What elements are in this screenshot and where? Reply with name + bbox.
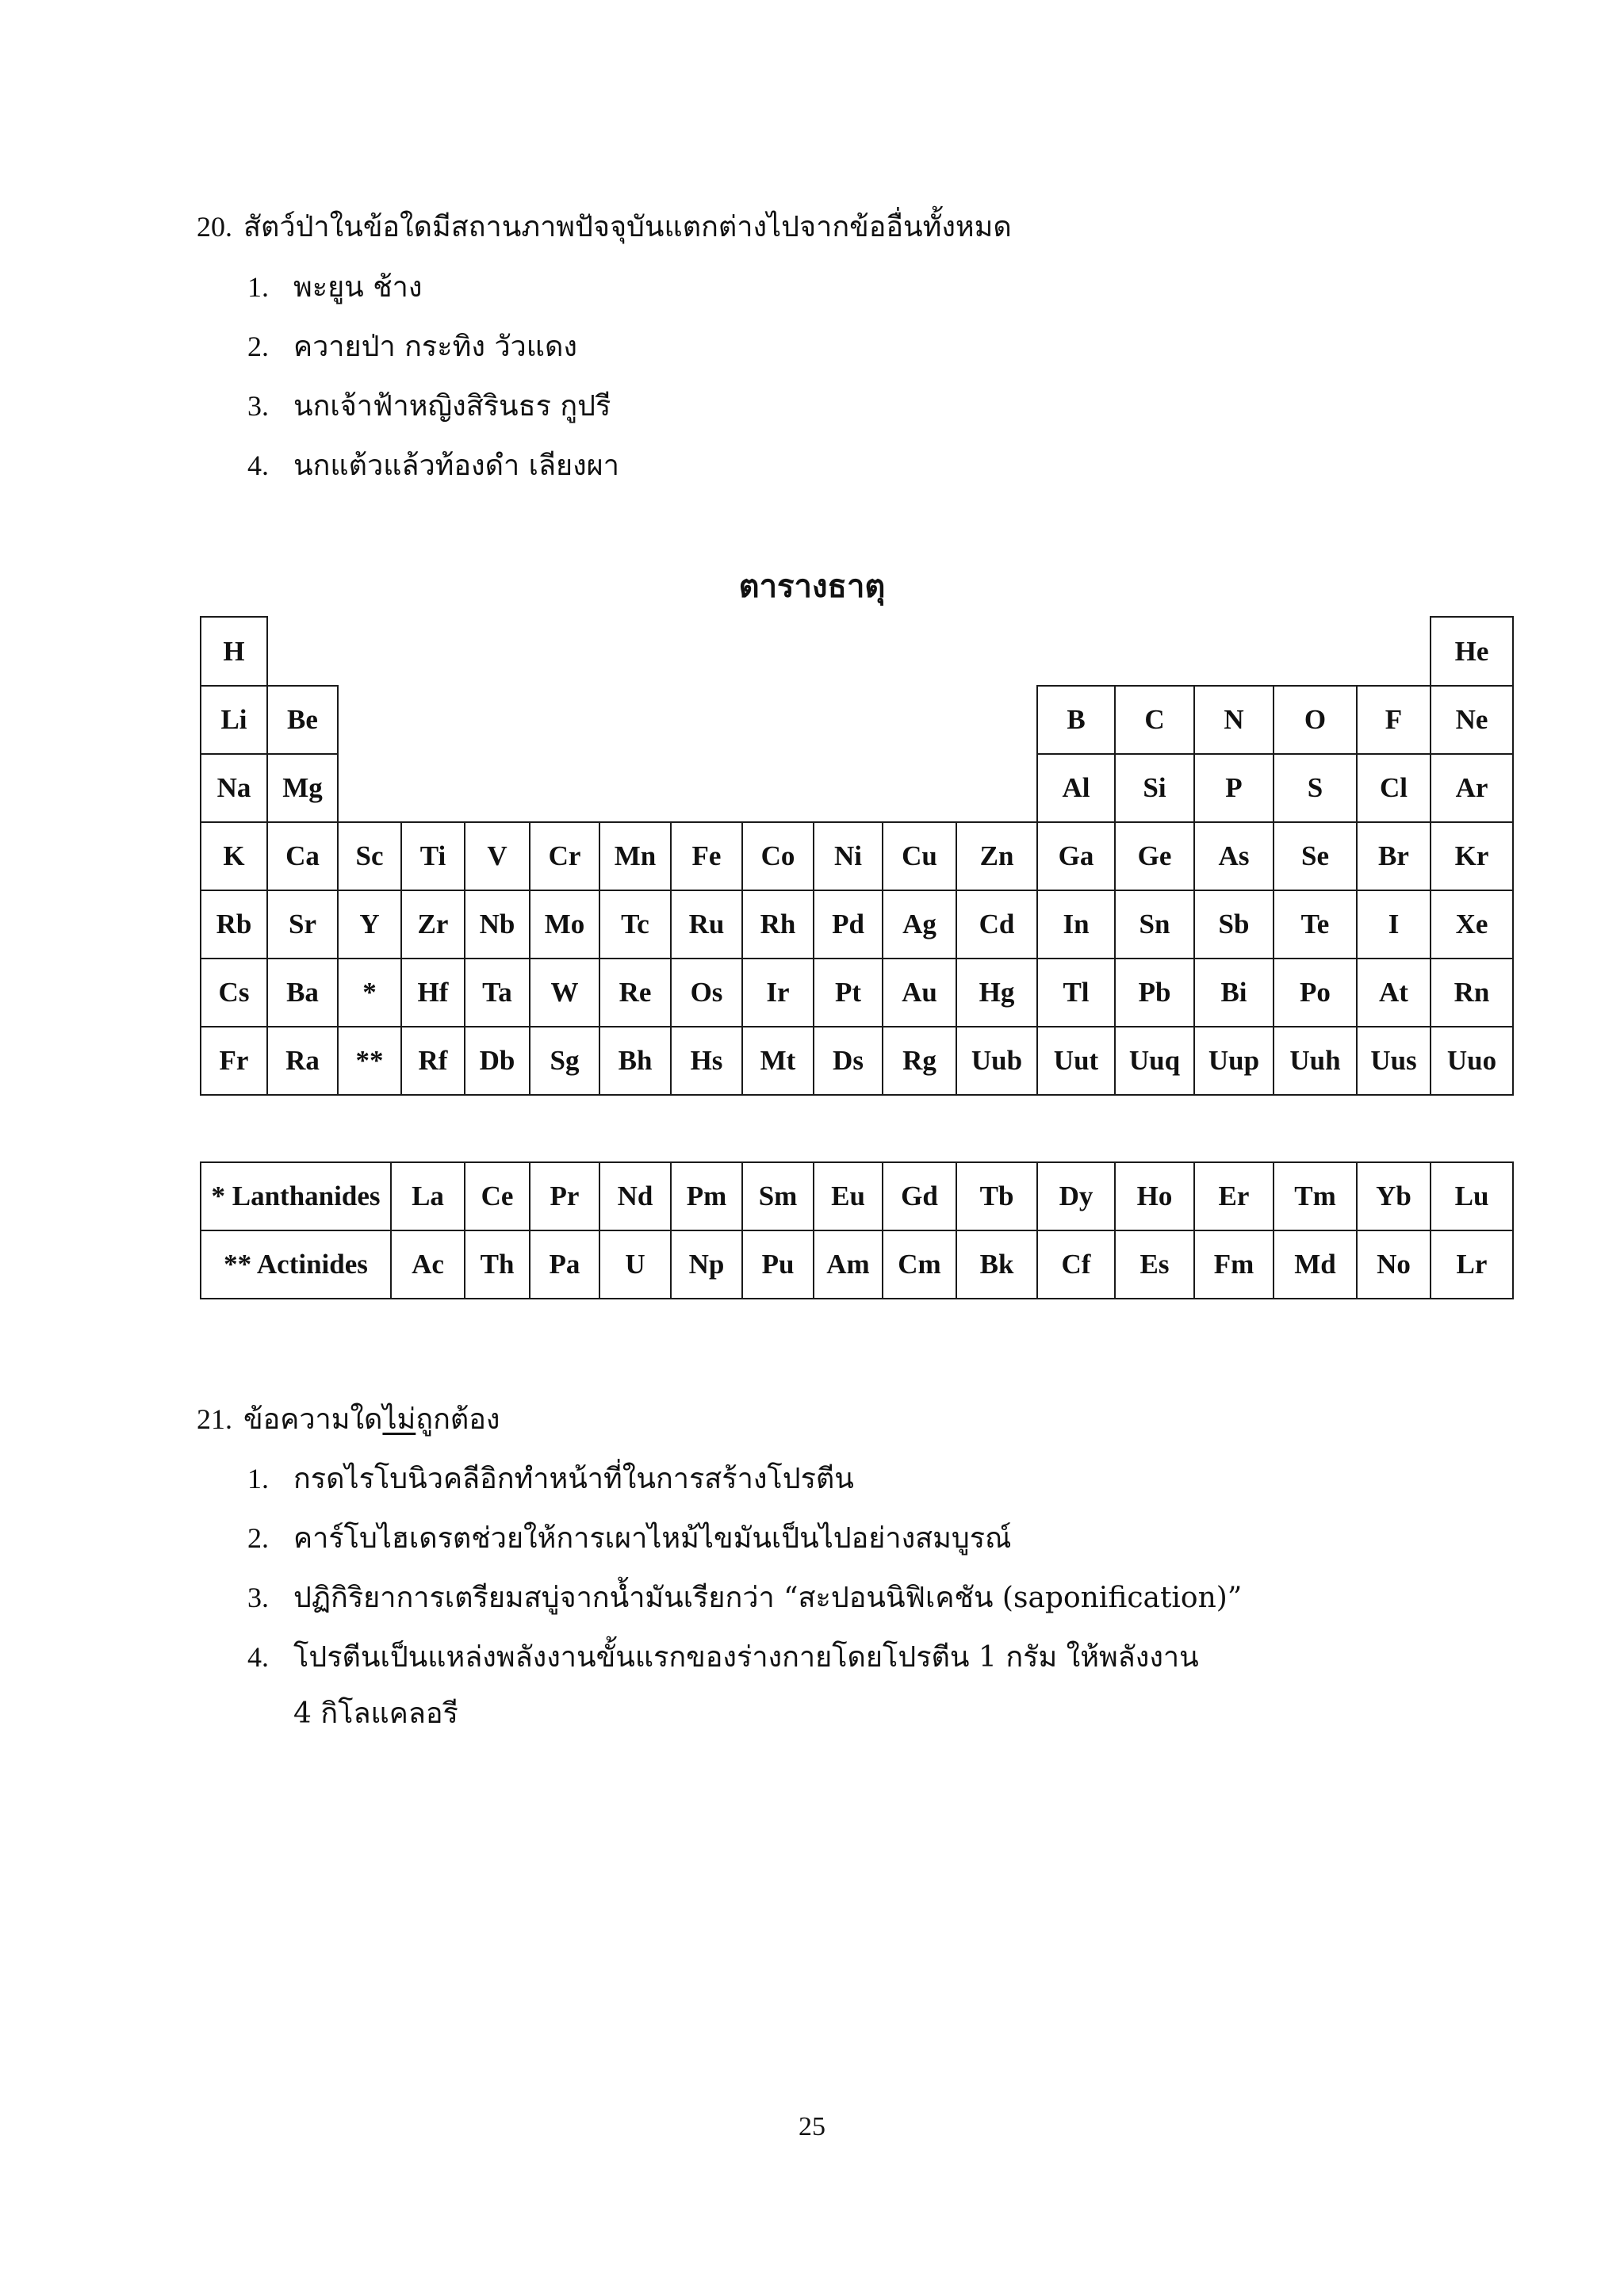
element-cell: Cf: [1036, 1230, 1116, 1299]
element-cell: Er: [1193, 1161, 1274, 1231]
element-cell: Tc: [599, 890, 672, 959]
element-cell: C: [1114, 685, 1195, 755]
element-cell: Sm: [741, 1161, 814, 1231]
element-cell: Pd: [813, 890, 883, 959]
element-cell: Cd: [956, 890, 1038, 959]
element-cell: Ge: [1114, 821, 1195, 891]
element-cell: P: [1193, 753, 1274, 823]
option-number: 3.: [247, 390, 269, 422]
q20-option-3: [247, 388, 611, 424]
element-cell: Bk: [956, 1230, 1038, 1299]
q21-option-3: [247, 1580, 1242, 1616]
element-cell: Br: [1356, 821, 1431, 891]
element-cell: Pb: [1114, 958, 1195, 1027]
element-cell: Fm: [1193, 1230, 1274, 1299]
element-cell: Os: [670, 958, 743, 1027]
element-cell: Au: [882, 958, 957, 1027]
element-cell: Cu: [882, 821, 957, 891]
question-21-stem: [197, 1402, 500, 1437]
element-cell: Np: [670, 1230, 743, 1299]
element-cell: In: [1036, 890, 1116, 959]
element-cell: Hg: [956, 958, 1038, 1027]
element-cell: Ni: [813, 821, 883, 891]
option-number: 4.: [247, 1641, 269, 1673]
q20-option-1: [247, 270, 422, 305]
element-cell: Te: [1273, 890, 1358, 959]
element-cell: Ar: [1430, 753, 1514, 823]
question-text: สัตว์ป่าในข้อใดมีสถานภาพปัจจุบันแตกต่างไปจากข้ออื่นทั้งหมด: [243, 211, 1012, 243]
element-cell: Pu: [741, 1230, 814, 1299]
element-cell: Ru: [670, 890, 743, 959]
element-cell: Mo: [529, 890, 600, 959]
element-cell: Cs: [200, 958, 268, 1027]
element-cell: Md: [1273, 1230, 1358, 1299]
option-number: 2.: [247, 1522, 269, 1554]
element-cell: O: [1273, 685, 1358, 755]
element-cell: Tm: [1273, 1161, 1358, 1231]
element-cell: Po: [1273, 958, 1358, 1027]
element-cell: Uup: [1193, 1026, 1274, 1096]
element-cell: Gd: [882, 1161, 957, 1231]
element-cell: Pm: [670, 1161, 743, 1231]
element-cell: S: [1273, 753, 1358, 823]
element-cell: Bi: [1193, 958, 1274, 1027]
element-cell: Ac: [390, 1230, 465, 1299]
f-block-label: * Lanthanides: [200, 1161, 392, 1231]
element-cell: Dy: [1036, 1161, 1116, 1231]
element-cell: Bh: [599, 1026, 672, 1096]
element-cell: Am: [813, 1230, 883, 1299]
f-block-label: ** Actinides: [200, 1230, 392, 1299]
element-cell: K: [200, 821, 268, 891]
option-text: โปรตีนเป็นแหล่งพลังงานขั้นแรกของร่างกายโดยโปรตีน 1 กรัม ให้พลังงาน: [293, 1641, 1199, 1674]
element-cell: Sg: [529, 1026, 600, 1096]
element-cell: Uut: [1036, 1026, 1116, 1096]
element-cell: Hs: [670, 1026, 743, 1096]
question-number: 21.: [197, 1403, 232, 1435]
element-cell: Pt: [813, 958, 883, 1027]
element-cell: F: [1356, 685, 1431, 755]
option-text: นกเจ้าฟ้าหญิงสิรินธร กูปรี: [293, 390, 611, 423]
element-cell: Nd: [599, 1161, 672, 1231]
element-cell: Uus: [1356, 1026, 1431, 1096]
q20-option-4: [247, 448, 619, 484]
element-cell: Pr: [529, 1161, 600, 1231]
element-cell: V: [464, 821, 530, 891]
element-cell: *: [337, 958, 402, 1027]
element-cell: Th: [464, 1230, 530, 1299]
element-cell: Db: [464, 1026, 530, 1096]
element-cell: Kr: [1430, 821, 1514, 891]
element-cell: U: [599, 1230, 672, 1299]
element-cell: Hf: [400, 958, 465, 1027]
option-text: ปฏิกิริยาการเตรียมสบู่จากน้ำมันเรียกว่า “สะปอนนิฟิเคชัน (saponification)”: [293, 1582, 1243, 1614]
element-cell: Cl: [1356, 753, 1431, 823]
element-cell: Fr: [200, 1026, 268, 1096]
element-cell: La: [390, 1161, 465, 1231]
element-cell: Ds: [813, 1026, 883, 1096]
element-cell: **: [337, 1026, 402, 1096]
element-cell: Xe: [1430, 890, 1514, 959]
element-cell: Yb: [1356, 1161, 1431, 1231]
element-cell: Mg: [266, 753, 339, 823]
element-cell: Tb: [956, 1161, 1038, 1231]
element-cell: W: [529, 958, 600, 1027]
page-number: 25: [799, 2112, 825, 2141]
element-cell: No: [1356, 1230, 1431, 1299]
element-cell: Uuh: [1273, 1026, 1358, 1096]
element-cell: Li: [200, 685, 268, 755]
element-cell: Cm: [882, 1230, 957, 1299]
element-cell: H: [200, 616, 268, 687]
element-cell: Si: [1114, 753, 1195, 823]
element-cell: Zn: [956, 821, 1038, 891]
element-cell: Na: [200, 753, 268, 823]
option-text: นกแต้วแล้วท้องดำ เลียงผา: [293, 450, 619, 482]
option-number: 1.: [247, 1463, 269, 1494]
element-cell: Uub: [956, 1026, 1038, 1096]
element-cell: As: [1193, 821, 1274, 891]
element-cell: Al: [1036, 753, 1116, 823]
option-number: 4.: [247, 450, 269, 481]
element-cell: Uuo: [1430, 1026, 1514, 1096]
periodic-table-title: ตารางธาตุ: [738, 568, 886, 605]
option-number: 3.: [247, 1582, 269, 1613]
element-cell: B: [1036, 685, 1116, 755]
element-cell: Rb: [200, 890, 268, 959]
element-cell: Lu: [1430, 1161, 1514, 1231]
q21-option-1: [247, 1461, 854, 1497]
option-text: กรดไรโบนิวคลีอิกทำหน้าที่ในการสร้างโปรตีน: [293, 1463, 854, 1495]
element-cell: At: [1356, 958, 1431, 1027]
element-cell: Ta: [464, 958, 530, 1027]
q20-option-2: [247, 329, 577, 365]
element-cell: Mn: [599, 821, 672, 891]
element-cell: Ne: [1430, 685, 1514, 755]
element-cell: Sc: [337, 821, 402, 891]
element-cell: I: [1356, 890, 1431, 959]
question-text-underlined: ไม่: [382, 1403, 416, 1436]
element-cell: Be: [266, 685, 339, 755]
element-cell: Re: [599, 958, 672, 1027]
element-cell: Ga: [1036, 821, 1116, 891]
option-text: ควายป่า กระทิง วัวแดง: [293, 331, 577, 363]
element-cell: Nb: [464, 890, 530, 959]
element-cell: Sb: [1193, 890, 1274, 959]
element-cell: Mt: [741, 1026, 814, 1096]
element-cell: He: [1430, 616, 1514, 687]
option-text: คาร์โบไฮเดรตช่วยให้การเผาไหม้ไขมันเป็นไปอย่างสมบูรณ์: [293, 1522, 1012, 1555]
element-cell: Ti: [400, 821, 465, 891]
element-cell: Sr: [266, 890, 339, 959]
element-cell: Co: [741, 821, 814, 891]
option-number: 1.: [247, 271, 269, 303]
element-cell: Lr: [1430, 1230, 1514, 1299]
element-cell: Fe: [670, 821, 743, 891]
element-cell: Ca: [266, 821, 339, 891]
element-cell: Ho: [1114, 1161, 1195, 1231]
option-text: พะยูน ช้าง: [293, 271, 423, 304]
element-cell: Eu: [813, 1161, 883, 1231]
question-text-start: ข้อความใด: [243, 1403, 383, 1436]
element-cell: Y: [337, 890, 402, 959]
option-number: 2.: [247, 331, 269, 362]
element-cell: Es: [1114, 1230, 1195, 1299]
question-text-end: ถูกต้อง: [416, 1403, 500, 1436]
element-cell: Rh: [741, 890, 814, 959]
question-20-stem: [197, 209, 1012, 245]
element-cell: Rn: [1430, 958, 1514, 1027]
element-cell: Rg: [882, 1026, 957, 1096]
element-cell: Uuq: [1114, 1026, 1195, 1096]
element-cell: Rf: [400, 1026, 465, 1096]
element-cell: Zr: [400, 890, 465, 959]
element-cell: Sn: [1114, 890, 1195, 959]
element-cell: Se: [1273, 821, 1358, 891]
element-cell: Pa: [529, 1230, 600, 1299]
element-cell: Ce: [464, 1161, 530, 1231]
element-cell: Cr: [529, 821, 600, 891]
element-cell: N: [1193, 685, 1274, 755]
question-number: 20.: [197, 211, 232, 243]
element-cell: Ir: [741, 958, 814, 1027]
element-cell: Ra: [266, 1026, 339, 1096]
q21-option-2: [247, 1521, 1011, 1556]
element-cell: Tl: [1036, 958, 1116, 1027]
q21-option-4-continuation: 4 กิโลแคลอรี: [293, 1697, 458, 1730]
element-cell: Ba: [266, 958, 339, 1027]
q21-option-4: [247, 1640, 1199, 1675]
element-cell: Ag: [882, 890, 957, 959]
